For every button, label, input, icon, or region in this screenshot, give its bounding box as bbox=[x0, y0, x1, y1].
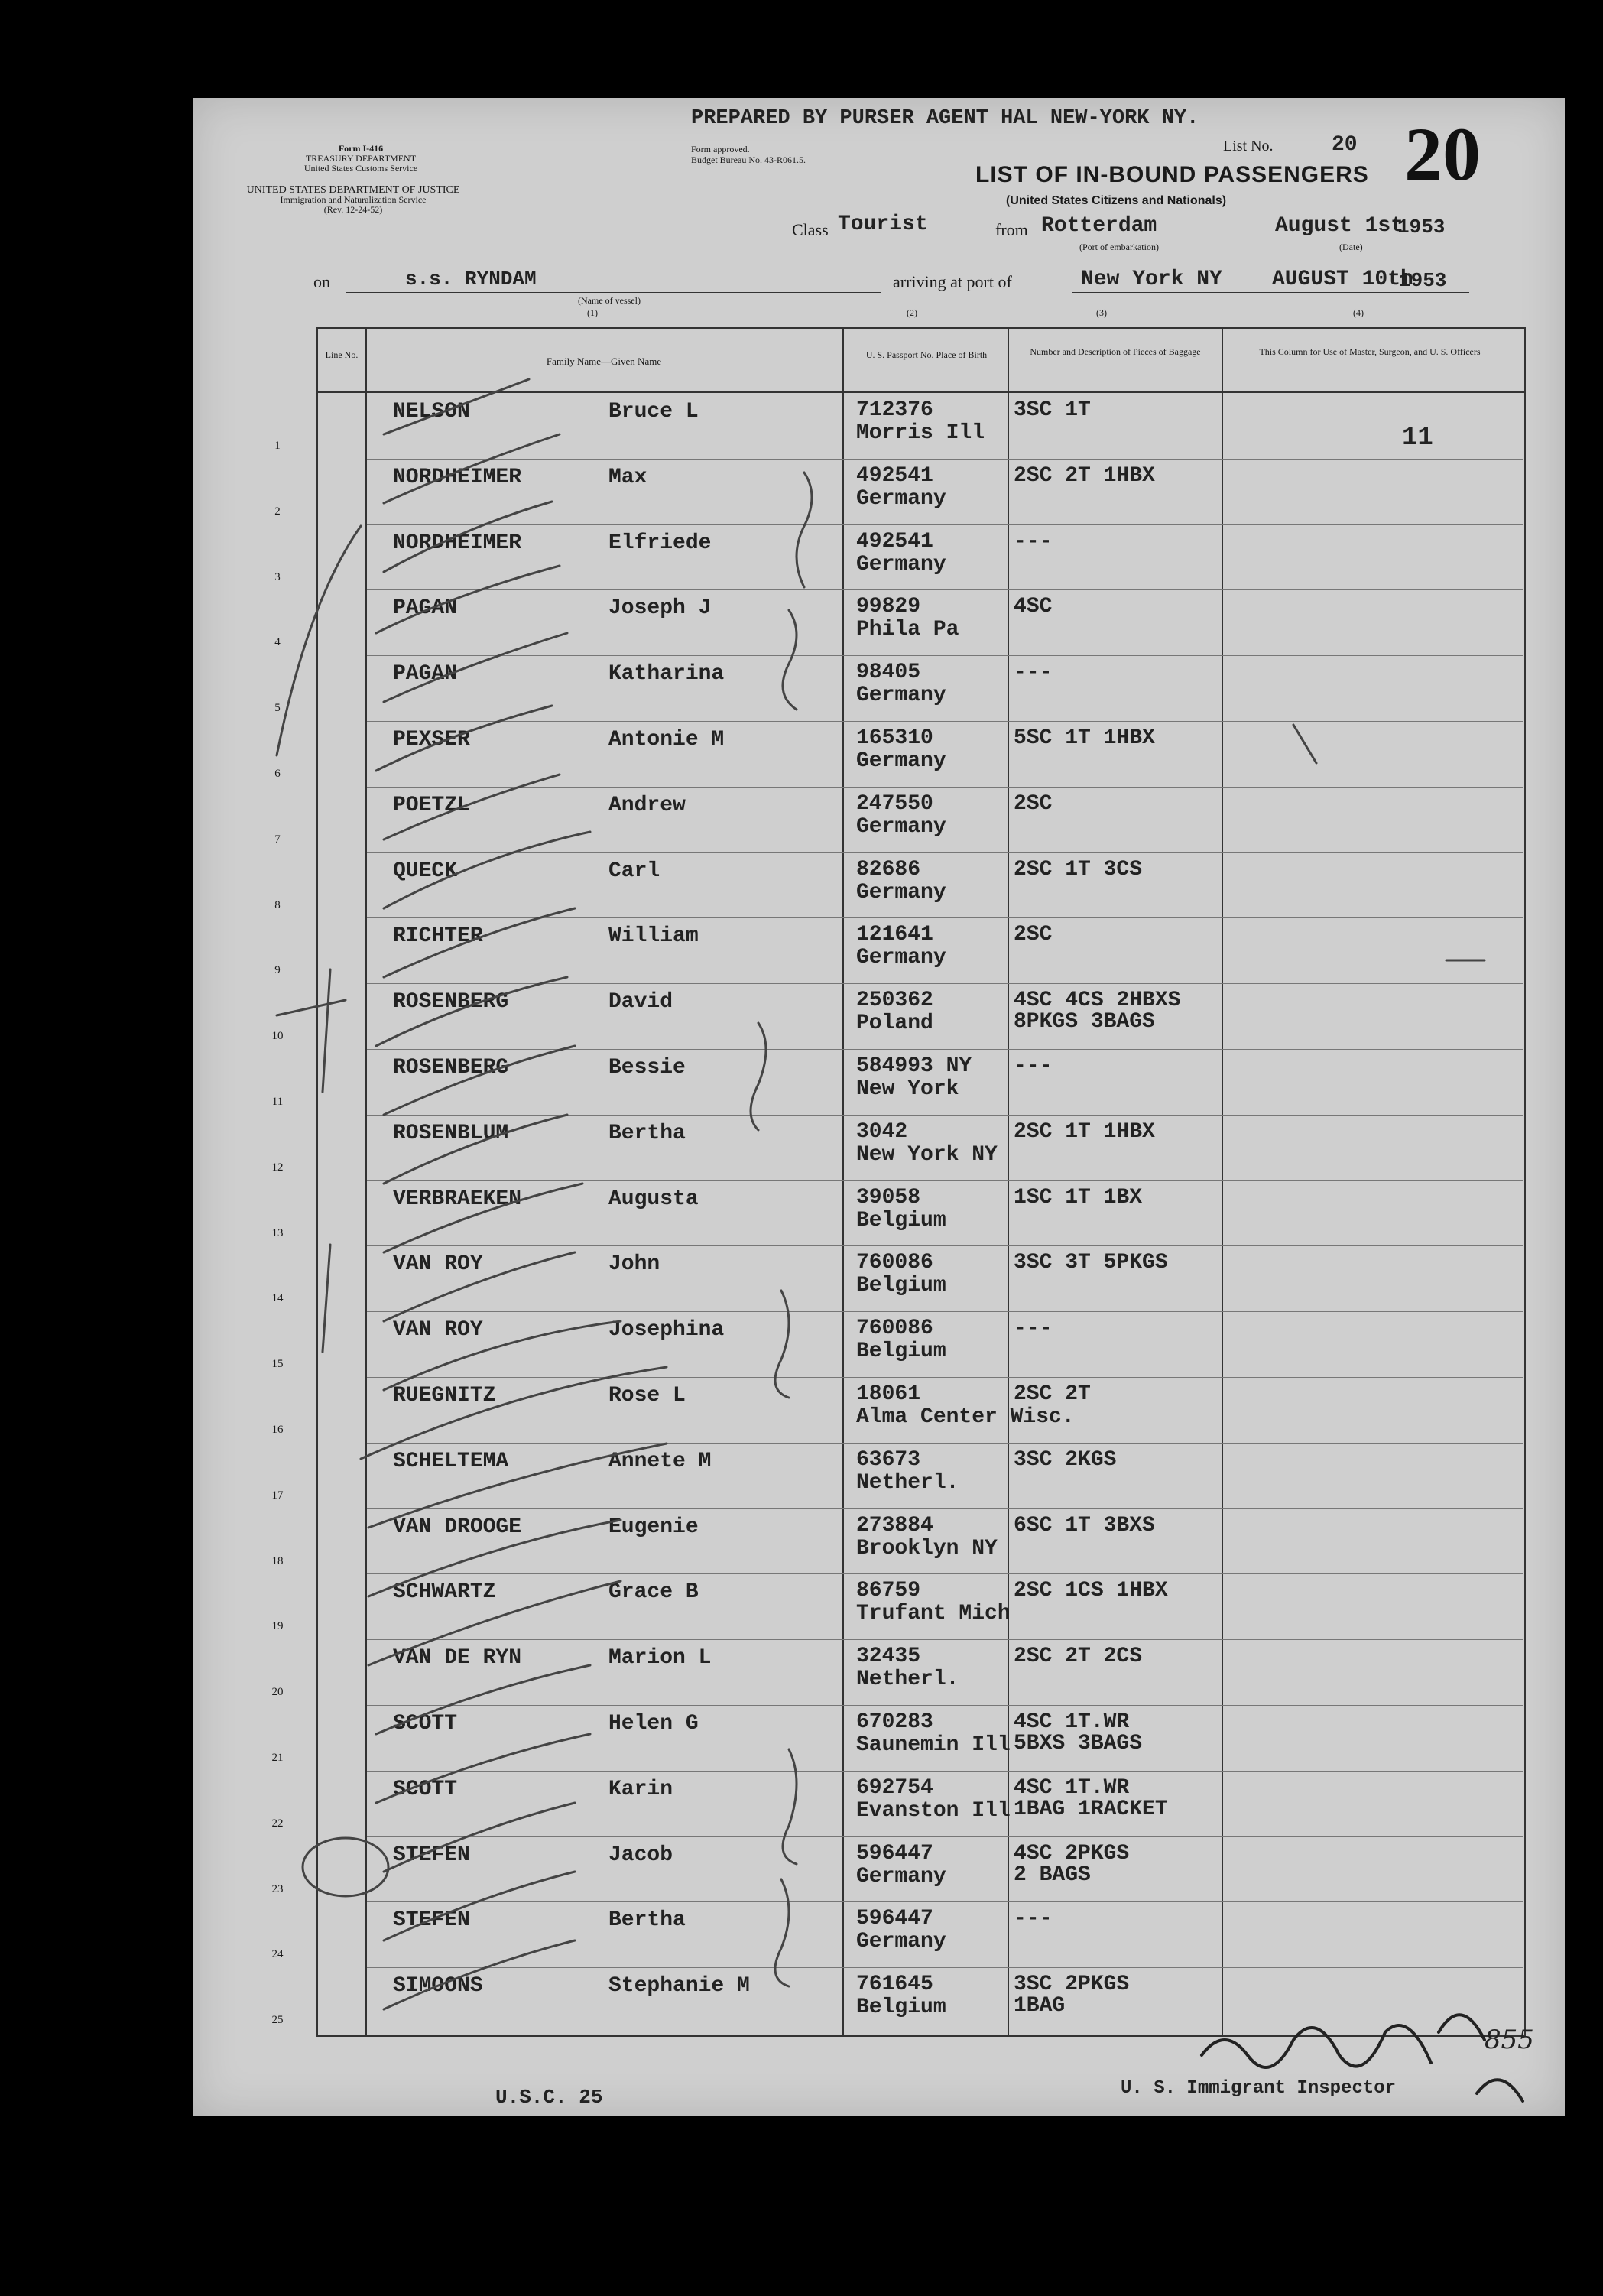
line-number: 3 bbox=[274, 570, 281, 583]
passport-number: 760086 bbox=[856, 1251, 933, 1275]
baggage-line-1: 4SC 4CS 2HBXS bbox=[1014, 989, 1181, 1013]
usc-code: U.S.C. 25 bbox=[495, 2086, 603, 2109]
place-of-birth: Netherl. bbox=[856, 1668, 959, 1692]
table-row bbox=[193, 1706, 1565, 1772]
passport-number: 18061 bbox=[856, 1382, 921, 1406]
table-row bbox=[193, 1772, 1565, 1837]
given-name: Helen G bbox=[608, 1712, 699, 1736]
port-caption: (Port of embarkation) bbox=[1079, 242, 1159, 252]
given-name: Marion L bbox=[608, 1646, 712, 1671]
place-of-birth: Germany bbox=[856, 814, 946, 839]
family-name: RICHTER bbox=[393, 924, 483, 949]
inspector-caption: U. S. Immigrant Inspector bbox=[1121, 2078, 1397, 2099]
place-of-birth: Alma Center Wisc. bbox=[856, 1405, 1075, 1429]
baggage-line-1: --- bbox=[1014, 661, 1053, 685]
line-number: 16 bbox=[271, 1424, 284, 1436]
table-row bbox=[193, 1640, 1565, 1706]
table-row bbox=[193, 1181, 1565, 1247]
baggage-line-1: 4SC 2PKGS bbox=[1014, 1841, 1130, 1866]
passport-number: 596447 bbox=[856, 1907, 933, 1931]
table-row bbox=[193, 918, 1565, 984]
place-of-birth: Germany bbox=[856, 1930, 946, 1954]
given-name: Joseph J bbox=[608, 596, 712, 621]
line-number: 17 bbox=[271, 1489, 284, 1502]
table-row bbox=[193, 1378, 1565, 1444]
line-number: 6 bbox=[274, 768, 281, 780]
date-value: August 1st bbox=[1275, 214, 1404, 238]
place-of-birth: Germany bbox=[856, 684, 946, 708]
table-row bbox=[193, 788, 1565, 853]
page-number: 20 bbox=[1404, 112, 1481, 196]
family-name: NORDHEIMER bbox=[393, 531, 522, 555]
header-officers: This Column for Use of Master, Surgeon, and U. S. Officers bbox=[1259, 346, 1481, 357]
place-of-birth: Saunemin Ill bbox=[856, 1733, 1011, 1757]
arrival-port: New York NY bbox=[1081, 268, 1222, 291]
place-of-birth: Germany bbox=[856, 946, 946, 970]
line-number: 22 bbox=[271, 1817, 284, 1830]
line-number: 8 bbox=[274, 898, 281, 911]
passport-number: 99829 bbox=[856, 595, 921, 619]
passport-number: 492541 bbox=[856, 463, 933, 488]
passenger-rows bbox=[193, 394, 1565, 2034]
baggage-line-1: 2SC bbox=[1014, 923, 1053, 947]
family-name: POETZL bbox=[393, 793, 470, 817]
document-title: LIST OF IN-BOUND PASSENGERS bbox=[975, 162, 1369, 187]
line-number: 18 bbox=[271, 1554, 284, 1567]
arriving-label: arriving at port of bbox=[893, 272, 1012, 291]
passport-number: 121641 bbox=[856, 923, 933, 947]
line-number: 15 bbox=[271, 1358, 284, 1371]
list-no-label: List No. bbox=[1223, 138, 1274, 154]
baggage-line-2: 2 BAGS bbox=[1014, 1862, 1091, 1887]
passport-number: 250362 bbox=[856, 989, 933, 1013]
header-name: Family Name—Given Name bbox=[546, 356, 662, 367]
family-name: ROSENBLUM bbox=[393, 1121, 509, 1145]
family-name: VAN ROY bbox=[393, 1252, 483, 1277]
table-row bbox=[193, 1509, 1565, 1575]
family-name: VERBRAEKEN bbox=[393, 1187, 522, 1211]
officer-note: 11 bbox=[1402, 424, 1433, 453]
col-4-caption: (4) bbox=[1353, 307, 1364, 318]
baggage-line-1: 2SC 1T 3CS bbox=[1014, 857, 1143, 882]
place-of-birth: Germany bbox=[856, 749, 946, 773]
place-of-birth: Germany bbox=[856, 552, 946, 576]
class-value: Tourist bbox=[838, 213, 928, 236]
place-of-birth: Netherl. bbox=[856, 1470, 959, 1495]
given-name: Max bbox=[608, 465, 647, 489]
family-name: SCHWARTZ bbox=[393, 1580, 496, 1605]
baggage-line-1: 4SC 1T.WR bbox=[1014, 1710, 1130, 1734]
family-name: NORDHEIMER bbox=[393, 465, 522, 489]
line-number: 9 bbox=[274, 964, 281, 977]
on-label: on bbox=[313, 272, 330, 291]
given-name: William bbox=[608, 924, 699, 949]
baggage-line-1: 2SC 1CS 1HBX bbox=[1014, 1579, 1168, 1603]
given-name: Elfriede bbox=[608, 531, 712, 555]
table-row bbox=[193, 1050, 1565, 1116]
baggage-line-1: 1SC 1T 1BX bbox=[1014, 1185, 1143, 1210]
passport-number: 670283 bbox=[856, 1710, 933, 1734]
family-name: SCHELTEMA bbox=[393, 1449, 509, 1473]
line-number: 19 bbox=[271, 1620, 284, 1633]
line-number: 11 bbox=[271, 1096, 284, 1108]
baggage-line-1: --- bbox=[1014, 1317, 1053, 1341]
line-number: 12 bbox=[271, 1161, 284, 1174]
table-row bbox=[193, 1444, 1565, 1509]
passport-number: 165310 bbox=[856, 726, 933, 750]
baggage-line-2: 8PKGS 3BAGS bbox=[1014, 1010, 1155, 1034]
baggage-line-1: 6SC 1T 3BXS bbox=[1014, 1513, 1155, 1538]
given-name: Annete M bbox=[608, 1449, 712, 1473]
passport-number: 273884 bbox=[856, 1513, 933, 1538]
baggage-line-1: 5SC 1T 1HBX bbox=[1014, 726, 1155, 750]
baggage-line-1: 2SC 1T 1HBX bbox=[1014, 1119, 1155, 1144]
table-row bbox=[193, 656, 1565, 722]
given-name: Stephanie M bbox=[608, 1974, 750, 1999]
place-of-birth: Belgium bbox=[856, 1208, 946, 1232]
given-name: Bruce L bbox=[608, 400, 699, 424]
place-of-birth: Germany bbox=[856, 1864, 946, 1888]
table-row bbox=[193, 1837, 1565, 1903]
given-name: Bertha bbox=[608, 1121, 686, 1145]
arrival-date: AUGUST 10th bbox=[1272, 268, 1413, 291]
col-1-caption: (1) bbox=[587, 307, 598, 318]
given-name: Antonie M bbox=[608, 728, 725, 752]
table-row bbox=[193, 1246, 1565, 1312]
header-passport: U. S. Passport No. Place of Birth bbox=[865, 349, 988, 360]
baggage-line-1: 3SC 2PKGS bbox=[1014, 1973, 1130, 1997]
baggage-line-1: 2SC 2T bbox=[1014, 1382, 1091, 1406]
family-name: PEXSER bbox=[393, 728, 470, 752]
baggage-line-1: 4SC 1T.WR bbox=[1014, 1775, 1130, 1800]
passport-number: 247550 bbox=[856, 791, 933, 816]
passport-number: 3042 bbox=[856, 1119, 908, 1144]
place-of-birth: New York NY bbox=[856, 1142, 998, 1167]
given-name: Andrew bbox=[608, 793, 686, 817]
place-of-birth: Evanston Ill bbox=[856, 1798, 1011, 1823]
passport-number: 712376 bbox=[856, 398, 933, 422]
family-name: ROSENBERG bbox=[393, 990, 509, 1015]
line-number: 10 bbox=[271, 1030, 284, 1043]
baggage-line-1: 4SC bbox=[1014, 595, 1053, 619]
baggage-line-1: 3SC 3T 5PKGS bbox=[1014, 1251, 1168, 1275]
line-number: 23 bbox=[271, 1882, 284, 1895]
line-number: 5 bbox=[274, 702, 281, 715]
passport-number: 584993 NY bbox=[856, 1054, 972, 1078]
form-approved: Form approved. Budget Bureau No. 43-R061.5. bbox=[691, 144, 806, 165]
col-3-caption: (3) bbox=[1096, 307, 1107, 318]
line-number: 20 bbox=[271, 1686, 284, 1699]
line-number: 24 bbox=[271, 1948, 284, 1961]
line-number: 21 bbox=[271, 1752, 284, 1764]
given-name: Augusta bbox=[608, 1187, 699, 1211]
passport-number: 86759 bbox=[856, 1579, 921, 1603]
manifest-page bbox=[193, 98, 1565, 2116]
line-number: 4 bbox=[274, 636, 281, 649]
place-of-birth: Phila Pa bbox=[856, 618, 959, 642]
from-value: Rotterdam bbox=[1041, 214, 1157, 238]
family-name: SCOTT bbox=[393, 1712, 458, 1736]
line-number: 1 bbox=[274, 440, 281, 452]
given-name: Josephina bbox=[608, 1318, 725, 1343]
header-baggage: Number and Description of Pieces of Baggage bbox=[1030, 346, 1201, 357]
given-name: Eugenie bbox=[608, 1515, 699, 1539]
family-name: VAN DE RYN bbox=[393, 1646, 522, 1671]
class-label: Class bbox=[792, 220, 829, 239]
passport-number: 63673 bbox=[856, 1447, 921, 1472]
family-name: PAGAN bbox=[393, 596, 458, 621]
from-label: from bbox=[995, 220, 1028, 239]
passport-number: 760086 bbox=[856, 1317, 933, 1341]
place-of-birth: Belgium bbox=[856, 1340, 946, 1364]
place-of-birth: Belgium bbox=[856, 1274, 946, 1298]
baggage-line-1: 2SC 2T 1HBX bbox=[1014, 463, 1155, 488]
family-name: STEFEN bbox=[393, 1843, 470, 1867]
given-name: Rose L bbox=[608, 1384, 686, 1408]
family-name: SCOTT bbox=[393, 1777, 458, 1801]
arrival-year: 1953 bbox=[1399, 269, 1447, 292]
passport-number: 492541 bbox=[856, 529, 933, 554]
date-caption: (Date) bbox=[1339, 242, 1363, 252]
passport-number: 596447 bbox=[856, 1841, 933, 1866]
passport-number: 761645 bbox=[856, 1973, 933, 1997]
family-name: VAN DROOGE bbox=[393, 1515, 522, 1539]
line-number: 14 bbox=[271, 1292, 284, 1305]
table-row bbox=[193, 1902, 1565, 1968]
document-subtitle: (United States Citizens and Nationals) bbox=[1006, 194, 1227, 207]
baggage-line-1: 3SC 1T bbox=[1014, 398, 1091, 422]
table-row bbox=[193, 394, 1565, 460]
passport-number: 692754 bbox=[856, 1775, 933, 1800]
family-name: QUECK bbox=[393, 859, 458, 883]
given-name: Katharina bbox=[608, 662, 725, 687]
list-no-value: 20 bbox=[1332, 133, 1358, 157]
table-row bbox=[193, 1116, 1565, 1181]
place-of-birth: Brooklyn NY bbox=[856, 1536, 998, 1560]
family-name: PAGAN bbox=[393, 662, 458, 687]
family-name: VAN ROY bbox=[393, 1318, 483, 1343]
table-row bbox=[193, 1312, 1565, 1378]
baggage-line-1: 2SC bbox=[1014, 791, 1053, 816]
given-name: David bbox=[608, 990, 673, 1015]
baggage-line-2: 5BXS 3BAGS bbox=[1014, 1732, 1143, 1755]
form-number: Form I-416 TREASURY DEPARTMENT United States Customs Service bbox=[303, 143, 418, 174]
given-name: Jacob bbox=[608, 1843, 673, 1867]
header-line-no: Line No. bbox=[325, 349, 359, 360]
table-row bbox=[193, 1574, 1565, 1640]
line-number: 25 bbox=[271, 2014, 284, 2027]
given-name: Grace B bbox=[608, 1580, 699, 1605]
line-number: 13 bbox=[271, 1226, 284, 1239]
table-row bbox=[193, 1968, 1565, 2034]
vessel-caption: (Name of vessel) bbox=[578, 295, 641, 306]
baggage-line-1: --- bbox=[1014, 1054, 1053, 1078]
family-name: NELSON bbox=[393, 400, 470, 424]
line-number: 7 bbox=[274, 833, 281, 846]
table-row bbox=[193, 590, 1565, 656]
table-row bbox=[193, 984, 1565, 1050]
given-name: Karin bbox=[608, 1777, 673, 1801]
table-row bbox=[193, 460, 1565, 525]
place-of-birth: Morris Ill bbox=[856, 421, 985, 445]
passport-number: 39058 bbox=[856, 1185, 921, 1210]
prepared-by: PREPARED BY PURSER AGENT HAL NEW-YORK NY. bbox=[691, 107, 1199, 130]
baggage-line-1: --- bbox=[1014, 1907, 1053, 1931]
family-name: ROSENBERG bbox=[393, 1056, 509, 1080]
place-of-birth: Belgium bbox=[856, 1996, 946, 2020]
place-of-birth: Poland bbox=[856, 1012, 933, 1036]
family-name: RUEGNITZ bbox=[393, 1384, 496, 1408]
signature-note: 855 bbox=[1485, 2025, 1534, 2055]
given-name: Carl bbox=[608, 859, 660, 883]
date-year: 1953 bbox=[1397, 216, 1446, 239]
place-of-birth: Germany bbox=[856, 880, 946, 904]
baggage-line-1: --- bbox=[1014, 529, 1053, 554]
family-name: STEFEN bbox=[393, 1908, 470, 1933]
line-number: 2 bbox=[274, 505, 281, 518]
passport-number: 82686 bbox=[856, 857, 921, 882]
baggage-line-2: 1BAG bbox=[1014, 1994, 1066, 2018]
table-row bbox=[193, 853, 1565, 919]
passport-number: 98405 bbox=[856, 661, 921, 685]
baggage-line-1: 2SC 2T 2CS bbox=[1014, 1645, 1143, 1669]
passport-number: 32435 bbox=[856, 1645, 921, 1669]
place-of-birth: Trufant Mich bbox=[856, 1602, 1011, 1626]
given-name: Bessie bbox=[608, 1056, 686, 1080]
table-row bbox=[193, 722, 1565, 788]
vessel-name: s.s. RYNDAM bbox=[405, 268, 537, 291]
given-name: Bertha bbox=[608, 1908, 686, 1933]
agency-block: UNITED STATES DEPARTMENT OF JUSTICE Immigration and Naturalization Service (Rev. 12-24-52) bbox=[246, 184, 460, 215]
place-of-birth: Germany bbox=[856, 486, 946, 511]
table-row bbox=[193, 525, 1565, 591]
col-2-caption: (2) bbox=[907, 307, 917, 318]
place-of-birth: New York bbox=[856, 1077, 959, 1101]
baggage-line-2: 1BAG 1RACKET bbox=[1014, 1797, 1168, 1821]
baggage-line-1: 3SC 2KGS bbox=[1014, 1447, 1117, 1472]
family-name: SIMOONS bbox=[393, 1974, 483, 1999]
given-name: John bbox=[608, 1252, 660, 1277]
